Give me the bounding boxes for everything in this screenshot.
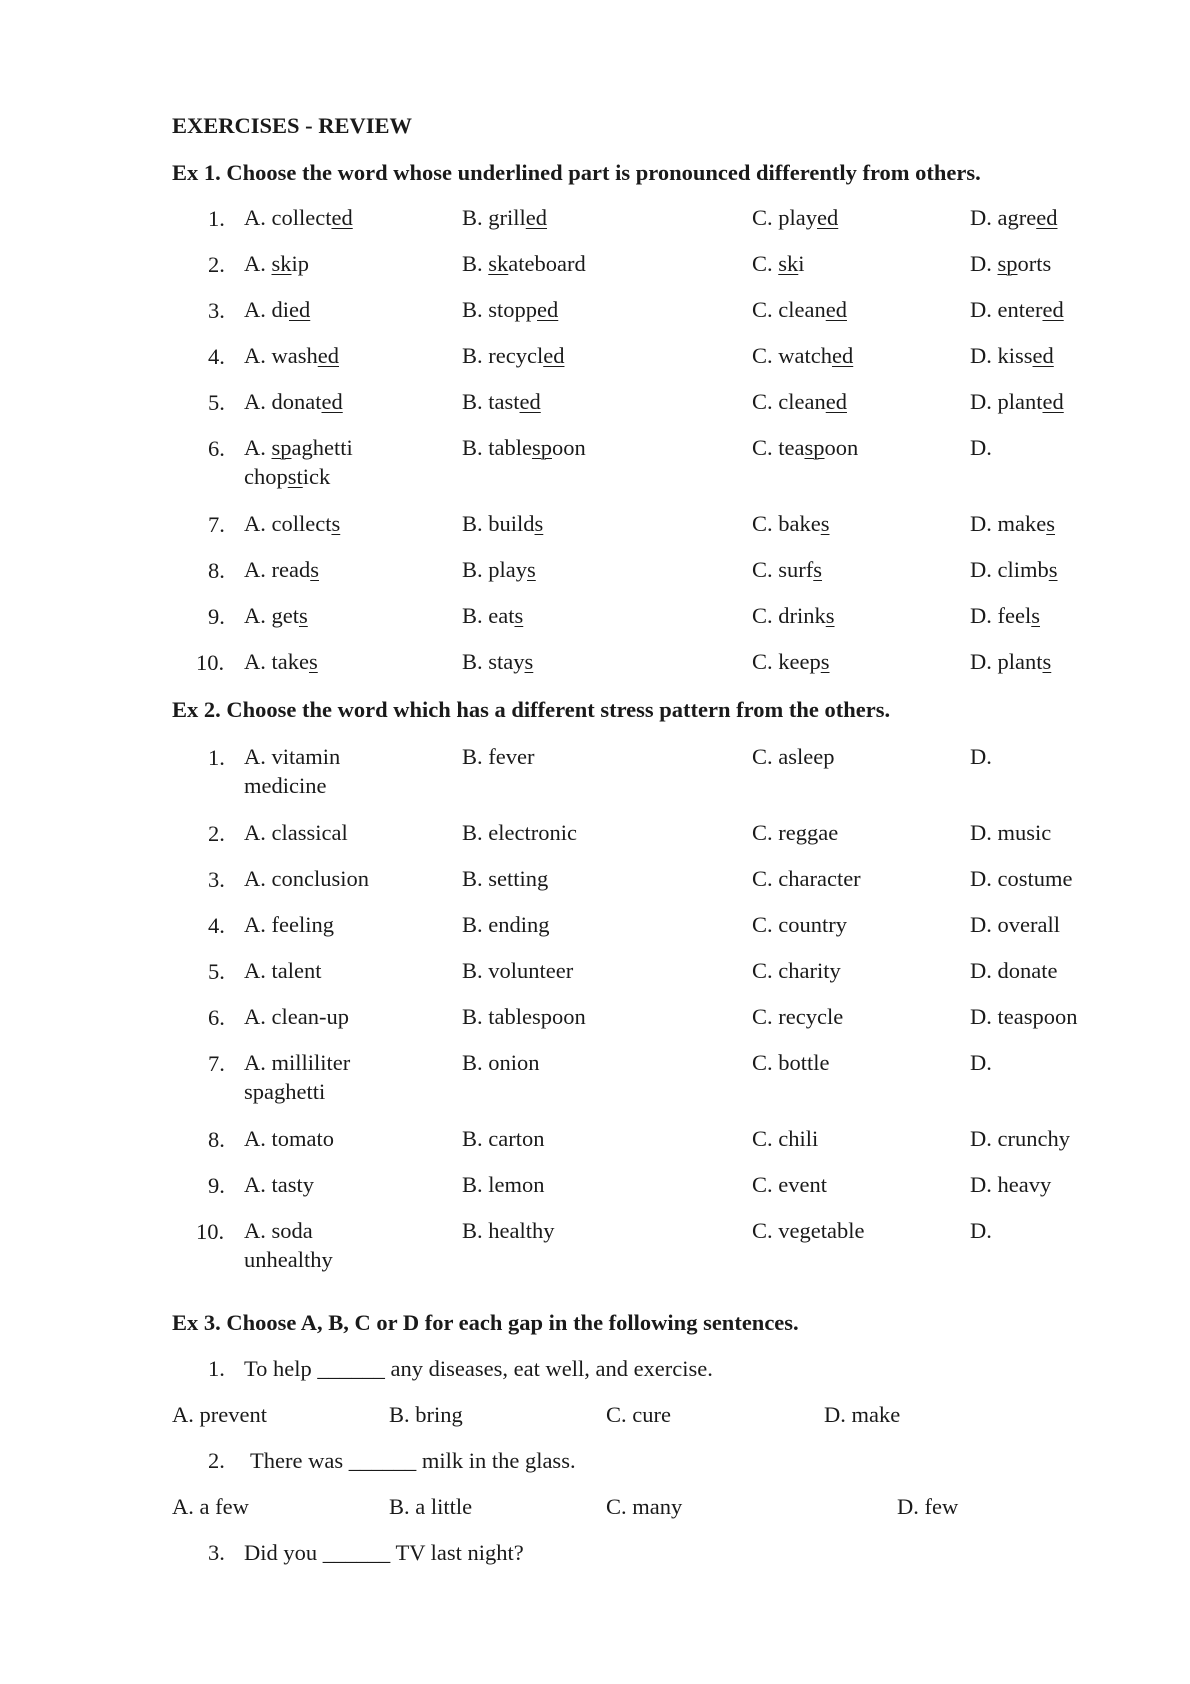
ex1-item-option-a xyxy=(244,433,353,491)
option-text: C. character xyxy=(752,866,861,891)
ex1-item-option-b xyxy=(462,295,558,324)
option-text: D. donate xyxy=(970,958,1058,983)
ex3-q2-option-b: B. a little xyxy=(389,1494,473,1519)
word-part-u: ed xyxy=(817,205,839,230)
word-part-pre: B. stopp xyxy=(462,297,538,322)
ex2-item-option-c xyxy=(752,956,841,985)
word-part-pre: D. plant xyxy=(970,389,1043,414)
ex1-item-option-a xyxy=(244,295,310,324)
ex2-item-option-a xyxy=(244,864,369,893)
word-part-u: s xyxy=(820,649,830,674)
option-text: B. lemon xyxy=(462,1172,545,1197)
option-text: B. volunteer xyxy=(462,958,574,983)
word-part-u: ed xyxy=(525,205,548,230)
option-text: D. crunchy xyxy=(970,1126,1070,1151)
ex2-item-option-a xyxy=(244,910,334,939)
option-text: A. milliliter xyxy=(244,1050,351,1075)
ex1-item-option-d xyxy=(970,433,992,462)
ex1-item-option-d xyxy=(970,601,1040,630)
ex1-item-option-d xyxy=(970,387,1064,416)
option-text: D. teaspoon xyxy=(970,1004,1078,1029)
word-part-pre: C. watch xyxy=(752,343,832,368)
option-text: C. bottle xyxy=(752,1050,830,1075)
option-text: C. country xyxy=(752,912,847,937)
word-part-u: ed xyxy=(825,389,847,414)
option-text: A. classical xyxy=(244,820,348,845)
ex3-q1-number: 1. xyxy=(208,1356,225,1381)
ex1-item-option-c xyxy=(752,295,847,324)
ex1-item-number: 2. xyxy=(208,252,225,277)
option-text: A. tasty xyxy=(244,1172,314,1197)
ex3-heading: Ex 3. Choose A, B, C or D for each gap in the following sentences. xyxy=(172,1310,799,1335)
word-part-pre: C. drink xyxy=(752,603,826,628)
word-part-u: s xyxy=(1048,557,1058,582)
word-part-u: s xyxy=(527,557,536,582)
ex2-item-number: 3. xyxy=(208,867,225,892)
ex1-item-number: 3. xyxy=(208,298,225,323)
ex2-item-number: 10. xyxy=(196,1219,225,1244)
word-part-post: ateboard xyxy=(508,251,586,276)
word-part-u: ed xyxy=(331,205,353,230)
ex2-item-option-d xyxy=(970,1124,1070,1153)
option-text: B. setting xyxy=(462,866,549,891)
word-part-pre: A. read xyxy=(244,557,311,582)
ex2-item-option-a xyxy=(244,1048,350,1106)
word-part-post: orts xyxy=(1017,251,1052,276)
word-part-u: ed xyxy=(1032,343,1054,368)
ex2-item-number: 5. xyxy=(208,959,225,984)
ex2-item-number: 8. xyxy=(208,1127,225,1152)
ex3-q2-option-d: D. few xyxy=(897,1494,959,1519)
option-text: B. tablespoon xyxy=(462,1004,586,1029)
ex1-item-option-b xyxy=(462,555,536,584)
option-text-line2: medicine xyxy=(244,773,327,798)
word-part-pre: chop xyxy=(244,464,288,489)
word-part-u: s xyxy=(299,603,308,628)
ex2-item-option-c xyxy=(752,818,838,847)
word-part-pre: A. collect xyxy=(244,511,332,536)
word-part-pre: D. agre xyxy=(970,205,1037,230)
word-part-pre: D. make xyxy=(970,511,1047,536)
ex2-item-number: 2. xyxy=(208,821,225,846)
word-part-u: sk xyxy=(778,251,799,276)
word-part-pre: B. stay xyxy=(462,649,525,674)
ex1-item-option-d xyxy=(970,295,1064,324)
word-part-pre: C. play xyxy=(752,205,817,230)
word-part-u: s xyxy=(825,603,835,628)
word-part-u: s xyxy=(820,511,830,536)
option-text: D. xyxy=(970,744,992,769)
ex1-item-option-c xyxy=(752,341,853,370)
word-part-pre: B. build xyxy=(462,511,535,536)
word-part-u: s xyxy=(514,603,524,628)
option-text: A. conclusion xyxy=(244,866,369,891)
word-part-pre: D. xyxy=(970,435,992,460)
word-part-u: s xyxy=(524,649,534,674)
word-part-pre: C. keep xyxy=(752,649,821,674)
word-part-pre: C. clean xyxy=(752,389,826,414)
ex2-item-option-b xyxy=(462,1048,540,1077)
ex2-item-option-c xyxy=(752,1048,830,1077)
ex1-item-option-a xyxy=(244,555,319,584)
word-part-u: st xyxy=(287,464,303,489)
option-text: C. event xyxy=(752,1172,827,1197)
word-part-pre: C. xyxy=(752,251,779,276)
ex3-q1-option-d: D. make xyxy=(824,1402,901,1427)
option-text: D. xyxy=(970,1050,992,1075)
ex3-q3-sentence: Did you ______ TV last night? xyxy=(244,1540,524,1565)
ex2-item-option-b xyxy=(462,742,534,771)
word-part-pre: B. xyxy=(462,251,489,276)
word-part-pre: C. bake xyxy=(752,511,821,536)
word-part-u: s xyxy=(813,557,823,582)
option-text: C. reggae xyxy=(752,820,839,845)
option-text: C. vegetable xyxy=(752,1218,865,1243)
ex3-q1-option-c: C. cure xyxy=(606,1402,671,1427)
ex2-item-option-a xyxy=(244,1216,333,1274)
option-text: B. healthy xyxy=(462,1218,555,1243)
word-part-u: s xyxy=(1042,649,1052,674)
ex2-item-option-a xyxy=(244,956,321,985)
word-part-u: s xyxy=(308,649,318,674)
ex1-heading: Ex 1. Choose the word whose underlined part is pronounced differently from others. xyxy=(172,160,981,185)
ex1-item-option-a xyxy=(244,601,308,630)
ex1-item-option-b xyxy=(462,509,543,538)
ex1-item-option-b xyxy=(462,433,586,462)
word-part-u: sp xyxy=(804,435,825,460)
word-part-u: ed xyxy=(831,343,854,368)
ex2-item-number: 7. xyxy=(208,1051,225,1076)
option-text: C. recycle xyxy=(752,1004,844,1029)
option-text: B. fever xyxy=(462,744,535,769)
option-text: B. electronic xyxy=(462,820,577,845)
option-text-line2: spaghetti xyxy=(244,1079,326,1104)
ex2-item-option-c xyxy=(752,864,861,893)
ex1-item-option-d xyxy=(970,203,1057,232)
word-part-post: i xyxy=(798,251,805,276)
option-text: A. soda xyxy=(244,1218,313,1243)
ex1-item-option-c xyxy=(752,555,822,584)
ex1-item-option-b xyxy=(462,387,541,416)
ex1-item-option-b xyxy=(462,249,586,278)
ex2-item-number: 9. xyxy=(208,1173,225,1198)
ex1-item-option-a xyxy=(244,249,309,278)
ex1-item-option-a xyxy=(244,647,318,676)
word-part-u: sk xyxy=(488,251,509,276)
word-part-pre: C. tea xyxy=(752,435,805,460)
option-text: D. costume xyxy=(970,866,1073,891)
ex2-item-option-c xyxy=(752,1002,843,1031)
ex2-heading: Ex 2. Choose the word which has a different stress pattern from the others. xyxy=(172,697,891,722)
option-text: A. vitamin xyxy=(244,744,341,769)
word-part-u: ed xyxy=(537,297,559,322)
ex2-item-option-a xyxy=(244,818,348,847)
ex1-item-number: 6. xyxy=(208,436,225,461)
ex1-item-option-c xyxy=(752,203,838,232)
ex2-item-option-b xyxy=(462,818,577,847)
word-part-pre: B. tast xyxy=(462,389,520,414)
word-part-u: ed xyxy=(519,389,541,414)
option-text: D. music xyxy=(970,820,1052,845)
ex2-item-option-b xyxy=(462,864,548,893)
ex2-item-option-d xyxy=(970,956,1057,985)
ex1-item-option-c xyxy=(752,433,858,462)
ex2-item-option-b xyxy=(462,1002,586,1031)
ex1-item-number: 5. xyxy=(208,390,225,415)
ex2-item-option-a xyxy=(244,1124,334,1153)
word-part-pre: B. recycl xyxy=(462,343,544,368)
option-text: D. overall xyxy=(970,912,1060,937)
word-part-u: ed xyxy=(289,297,311,322)
word-part-u: s xyxy=(1031,603,1040,628)
ex3-q2-number: 2. xyxy=(208,1448,225,1473)
word-part-pre: A. xyxy=(244,435,272,460)
ex2-item-number: 1. xyxy=(208,745,225,770)
word-part-u: ed xyxy=(1042,389,1064,414)
word-part-post: ick xyxy=(302,464,331,489)
word-part-u: ed xyxy=(825,297,847,322)
ex1-item-option-d xyxy=(970,555,1058,584)
ex1-item-number: 9. xyxy=(208,604,225,629)
ex2-item-option-d xyxy=(970,910,1060,939)
ex2-item-option-c xyxy=(752,1170,827,1199)
word-part-pre: A. xyxy=(244,251,272,276)
option-text: B. onion xyxy=(462,1050,540,1075)
ex2-item-option-c xyxy=(752,1124,818,1153)
word-part-post: ip xyxy=(291,251,310,276)
word-part-u: s xyxy=(534,511,544,536)
ex2-item-number: 6. xyxy=(208,1005,225,1030)
word-part-post: oon xyxy=(552,435,586,460)
option-text: B. carton xyxy=(462,1126,545,1151)
page-title: EXERCISES - REVIEW xyxy=(172,113,413,138)
word-part-pre: B. table xyxy=(462,435,532,460)
word-part-post: aghetti xyxy=(291,435,353,460)
ex1-item-option-a xyxy=(244,341,339,370)
ex1-item-option-c xyxy=(752,387,847,416)
ex1-item-option-a xyxy=(244,203,353,232)
ex1-item-option-d xyxy=(970,249,1051,278)
word-part-pre: D. xyxy=(970,251,998,276)
word-part-u: ed xyxy=(543,343,565,368)
word-part-u: ed xyxy=(1042,297,1064,322)
ex1-item-option-c xyxy=(752,601,835,630)
option-text: A. tomato xyxy=(244,1126,334,1151)
word-part-pre: D. enter xyxy=(970,297,1043,322)
word-part-pre: C. surf xyxy=(752,557,814,582)
ex1-item-number: 7. xyxy=(208,512,225,537)
word-part-pre: D. climb xyxy=(970,557,1049,582)
ex1-item-option-a xyxy=(244,509,340,538)
word-part-pre: B. grill xyxy=(462,205,526,230)
word-part-u: sp xyxy=(997,251,1018,276)
ex1-item-number: 8. xyxy=(208,558,225,583)
ex2-item-option-d xyxy=(970,818,1051,847)
ex3-q1-option-b: B. bring xyxy=(389,1402,463,1427)
ex1-item-option-b xyxy=(462,601,523,630)
ex2-item-option-b xyxy=(462,910,550,939)
ex2-item-option-b xyxy=(462,1170,545,1199)
word-part-u: sk xyxy=(271,251,292,276)
word-part-pre: A. take xyxy=(244,649,309,674)
word-part-pre: C. clean xyxy=(752,297,826,322)
word-part-pre: B. eat xyxy=(462,603,515,628)
ex2-item-option-a xyxy=(244,1002,349,1031)
ex2-item-number: 4. xyxy=(208,913,225,938)
ex3-q3-number: 3. xyxy=(208,1540,225,1565)
ex3-q2-option-a: A. a few xyxy=(172,1494,249,1519)
word-part-u: ed xyxy=(317,343,339,368)
ex3-q2-sentence: There was ______ milk in the glass. xyxy=(250,1448,576,1473)
ex1-item-number: 10. xyxy=(196,650,225,675)
option-text: D. xyxy=(970,1218,992,1243)
word-part-pre: B. play xyxy=(462,557,527,582)
ex1-item-option-d xyxy=(970,647,1051,676)
option-text-line2: unhealthy xyxy=(244,1247,333,1272)
option-text: C. asleep xyxy=(752,744,835,769)
word-part-pre: A. di xyxy=(244,297,289,322)
ex1-item-option-c xyxy=(752,647,830,676)
ex2-item-option-c xyxy=(752,742,834,771)
option-text: A. feeling xyxy=(244,912,334,937)
word-part-u: s xyxy=(331,511,341,536)
ex1-item-option-a xyxy=(244,387,343,416)
ex2-item-option-d xyxy=(970,1216,992,1245)
word-part-u: ed xyxy=(321,389,343,414)
ex2-item-option-d xyxy=(970,864,1072,893)
ex2-item-option-d xyxy=(970,1048,992,1077)
option-text: A. clean-up xyxy=(244,1004,349,1029)
ex1-item-option-d xyxy=(970,509,1055,538)
word-part-u: sp xyxy=(271,435,292,460)
word-part-u: s xyxy=(1046,511,1055,536)
ex2-item-option-a xyxy=(244,1170,314,1199)
ex2-item-option-c xyxy=(752,1216,864,1245)
ex2-item-option-d xyxy=(970,742,992,771)
word-part-u: sp xyxy=(531,435,552,460)
word-part-pre: A. wash xyxy=(244,343,318,368)
option-text: D. heavy xyxy=(970,1172,1052,1197)
word-part-pre: D. plant xyxy=(970,649,1043,674)
ex2-item-option-b xyxy=(462,956,573,985)
word-part-pre: A. donat xyxy=(244,389,322,414)
ex1-item-option-b xyxy=(462,341,564,370)
ex1-item-option-b xyxy=(462,647,533,676)
option-text: C. charity xyxy=(752,958,841,983)
ex3-q1-option-a: A. prevent xyxy=(172,1402,267,1427)
ex2-item-option-a xyxy=(244,742,340,800)
option-text: A. talent xyxy=(244,958,322,983)
ex2-item-option-d xyxy=(970,1002,1077,1031)
ex1-item-option-d xyxy=(970,341,1054,370)
ex2-item-option-b xyxy=(462,1216,554,1245)
ex1-item-option-c xyxy=(752,509,830,538)
option-text: B. ending xyxy=(462,912,550,937)
ex1-item-option-b xyxy=(462,203,547,232)
ex1-item-number: 4. xyxy=(208,344,225,369)
word-part-u: s xyxy=(310,557,319,582)
ex3-q1-sentence: To help ______ any diseases, eat well, and exercise. xyxy=(244,1356,713,1381)
word-part-pre: A. collect xyxy=(244,205,332,230)
ex1-item-option-c xyxy=(752,249,805,278)
ex2-item-option-c xyxy=(752,910,847,939)
word-part-pre: A. get xyxy=(244,603,299,628)
word-part-pre: D. kiss xyxy=(970,343,1033,368)
word-part-pre: D. feel xyxy=(970,603,1032,628)
ex2-item-option-b xyxy=(462,1124,544,1153)
option-text: C. chili xyxy=(752,1126,819,1151)
word-part-post: oon xyxy=(824,435,859,460)
ex3-q2-option-c: C. many xyxy=(606,1494,683,1519)
ex1-item-number: 1. xyxy=(208,206,225,231)
word-part-u: ed xyxy=(1036,205,1058,230)
ex2-item-option-d xyxy=(970,1170,1051,1199)
